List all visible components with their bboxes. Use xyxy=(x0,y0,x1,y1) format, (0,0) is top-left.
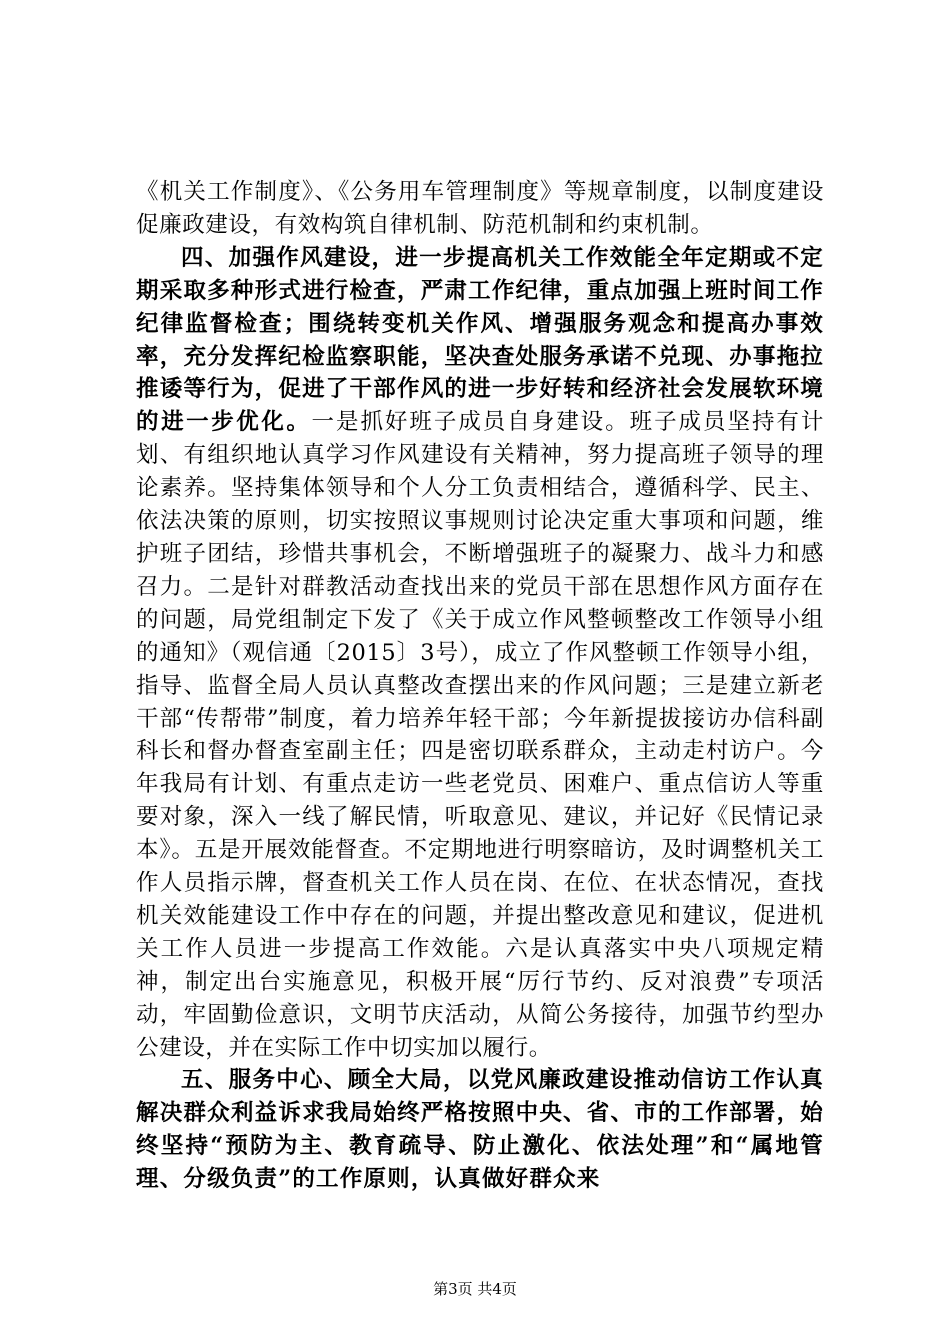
section-summary-4: 全年定期或不定期采取多种形式进行检查，严肃工作纪律，重点加强上班时间工作纪律监督检查；围绕转变机关作风、增强服务观念和提高办事效率，充分发挥纪检监察职能，坚决查处服务承诺不兑现、办事拖拉推诿等行为，促进了干部作风的进一步好转和经济社会发展软环境的进一步优化。 xyxy=(136,244,824,436)
text-segment: 《机关工作制度》、《公务用车管理制度》等规章制度，以制度建设促廉政建设，有效构筑自律机制、防范机制和约束机制。 xyxy=(136,179,824,238)
section-heading-5: 五、服务中心、顾全大局，以党风廉政建设推动信访工作 xyxy=(181,1067,777,1094)
page-footer xyxy=(0,1279,950,1299)
paragraph-2 xyxy=(136,242,824,1065)
page-number-label: 第3页 共4页 xyxy=(433,1280,517,1298)
section-heading-4: 四、加强作风建设，进一步提高机关工作效能 xyxy=(181,244,658,271)
paragraph-3 xyxy=(136,1064,824,1196)
document-body xyxy=(136,176,824,1196)
text-segment: 一是抓好班子成员自身建设。班子成员坚持有计划、有组织地认真学习作风建设有关精神，努力提高班子领导的理论素养。坚持集体领导和个人分工负责相结合，遵循科学、民主、依法决策的原则，切实按照议事规则讨论决定重大事项和问题，维护班子团结，珍惜共事机会，不断增强班子的凝聚力、战斗力和感召力。二是针对群教活动查找出来的党员干部在思想作风方面存在的问题，局党组制定下发了《关于成立作风整顿整改工作领导小组的通知》（观信通〔2015〕3号），成立了作风整顿工作领导小组，指导、监督全局人员认真整改查摆出来的作风问题；三是建立新老干部“传帮带”制度，着力培养年轻干部；今年新提拔接访办信科副科长和督办督查室副主任；四是密切联系群众，主动走村访户。今年我局有计划、有重点走访一些老党员、困难户、重点信访人等重要对象，深入一线了解民情，听取意见、建议，并记好《民情记录本》。五是开展效能督查。不定期地进行明察暗访，及时调整机关工作人员指示牌，督查机关工作人员在岗、在位、在状态情况，查找机关效能建设工作中存在的问题，并提出整改意见和建议，促进机关工作人员进一步提高工作效能。六是认真落实中央八项规定精神，制定出台实施意见，积极开展“厉行节约、反对浪费”专项活动，牢固勤俭意识，文明节庆活动，从简公务接待，加强节约型办公建设，并在实际工作中切实加以履行。 xyxy=(136,409,824,1061)
paragraph-1 xyxy=(136,176,824,242)
section-summary-5: 认真解决群众利益诉求我局始终严格按照中央、省、市的工作部署，始终坚持“预防为主、教育疏导、防止激化、依法处理”和“属地管理、分级负责”的工作原则，认真做好群众来 xyxy=(136,1067,824,1193)
